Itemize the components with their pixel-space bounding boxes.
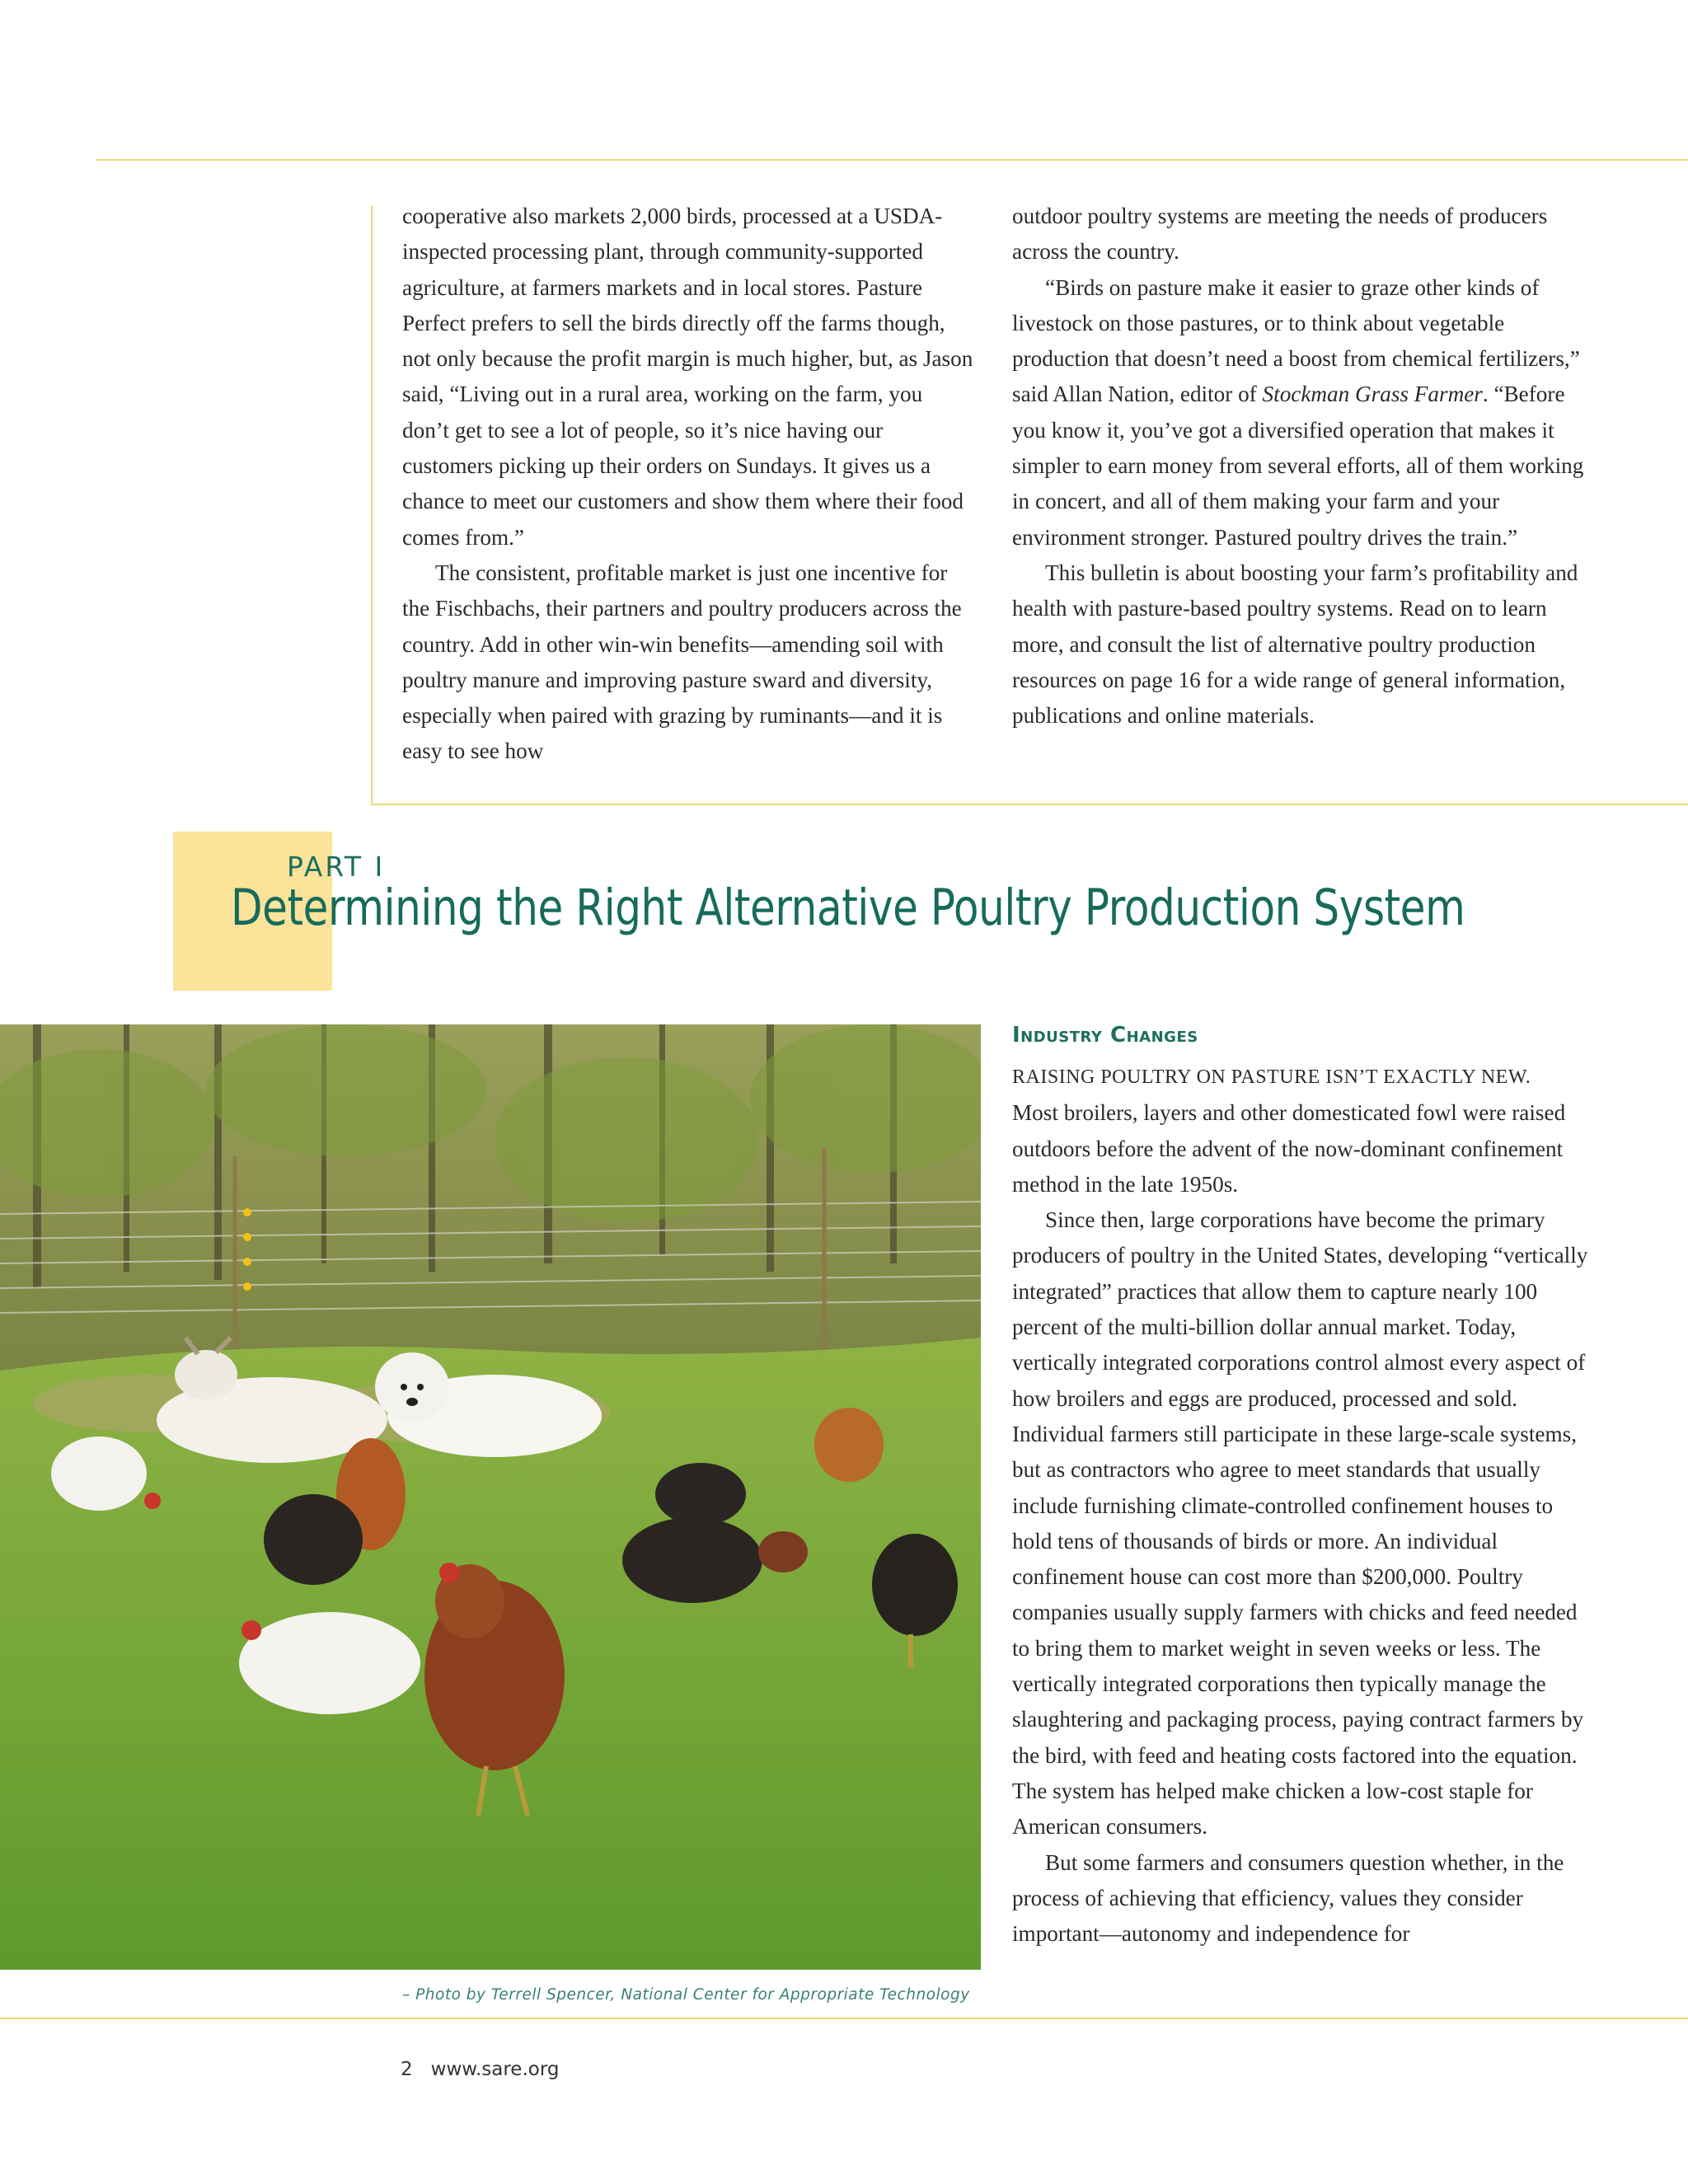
intro-left-rule <box>371 206 373 805</box>
pasture-poultry-photo <box>0 1024 981 1970</box>
top-rule <box>96 159 1688 161</box>
section-text: Most broilers, layers and other domesticated fowl were raised outdoors before the advent of the now-dominant confinement method in the late 1950s. <box>1012 1100 1566 1197</box>
photo-caption: – Photo by Terrell Spencer, National Center for Appropriate Technology <box>402 1986 970 2004</box>
section-paragraph: Since then, large corporations have become the primary producers of poultry in the United States, developing “vertically integrated” practices that allow them to capture nearly 100 percent of the multi-billion dollar annual market. Today, vertically integrated corporations control almost every aspect of how broilers and eggs are produced, processed and sold. Individual farmers still participate in these large-scale systems, but as contractors who agree to meet standards that usually include furnishing climate-controlled confinement houses to hold tens of thousands of birds or more. An individual confinement house can cost more than $200,000. Poultry companies usually supply farmers with chicks and feed needed to bring them to market weight in seven weeks or less. The vertically integrated corporations then typically manage the slaughtering and packaging process, paying contract farmers by the bird, with feed and heating costs factored into the equation. The system has helped make chicken a low-cost staple for American consumers. <box>1012 1207 1588 1840</box>
section-paragraph: But some farmers and consumers question whether, in the process of achieving that efficiency, values they consider important—autonomy and independence for <box>1012 1849 1564 1947</box>
intro-left-column <box>402 199 974 770</box>
section-paragraph <box>1012 1058 1589 1202</box>
section-heading: Industry Changes <box>1012 1023 1198 1047</box>
page-number: 2 <box>401 2059 413 2080</box>
intro-left-paragraph: cooperative also markets 2,000 birds, processed at a USDA-inspected processing plant, through community-supported agriculture, at farmers markets and in local stores. Pasture Perfect prefers to sell the birds directly off the farms though, not only because the profit margin is much higher, but, as Jason said, “Living out in a rural area, working on the farm, you don’t get to see a lot of people, so it’s nice having our customers picking up their orders on Sundays. It gives us a chance to meet our customers and show them where their food comes from.” <box>402 204 973 550</box>
intro-right-paragraph: outdoor poultry systems are meeting the needs of producers across the country. <box>1012 204 1548 265</box>
part-label: PART I <box>287 851 386 883</box>
intro-bottom-rule <box>371 804 1688 805</box>
part-title: Determining the Right Alternative Poultry Production System <box>231 879 1465 937</box>
page-footer <box>401 2059 560 2080</box>
lead-in-caps: RAISING POULTRY ON PASTURE ISN’T EXACTLY NEW. <box>1012 1066 1531 1088</box>
quote-text: “Birds on pasture make it easier to graze other kinds of livestock on those pastures, or to think about vegetable production that doesn’t need a boost from chemical fertilizers,” said Allan Nation, editor of <box>1012 274 1580 407</box>
section-column <box>1012 1058 1589 1952</box>
quote-text: . “Before you know it, you’ve got a diversified operation that makes it simpler to earn money from several efforts, all of them working in concert, and all of them making your farm and your environment stronger. Pastured poultry drives the train.” <box>1012 382 1584 550</box>
intro-right-paragraph: This bulletin is about boosting your farm’s profitability and health with pasture-based poultry systems. Read on to learn more, and consult the list of alternative poultry production resources on page 16 for a wide range of general information, publications and online materials. <box>1012 560 1578 729</box>
publication-title: Stockman Grass Farmer <box>1262 382 1483 407</box>
footer-url-link[interactable]: www.sare.org <box>430 2059 560 2080</box>
intro-right-paragraph <box>1012 270 1589 555</box>
bottom-rule <box>0 2018 1688 2019</box>
intro-right-column <box>1012 199 1589 733</box>
intro-left-paragraph: The consistent, profitable market is just one incentive for the Fischbachs, their partners and poultry producers across the country. Add in other win-win benefits—amending soil with poultry manure and improving pasture sward and diversity, especially when paired with grazing by ruminants—and it is easy to see how <box>402 560 962 764</box>
